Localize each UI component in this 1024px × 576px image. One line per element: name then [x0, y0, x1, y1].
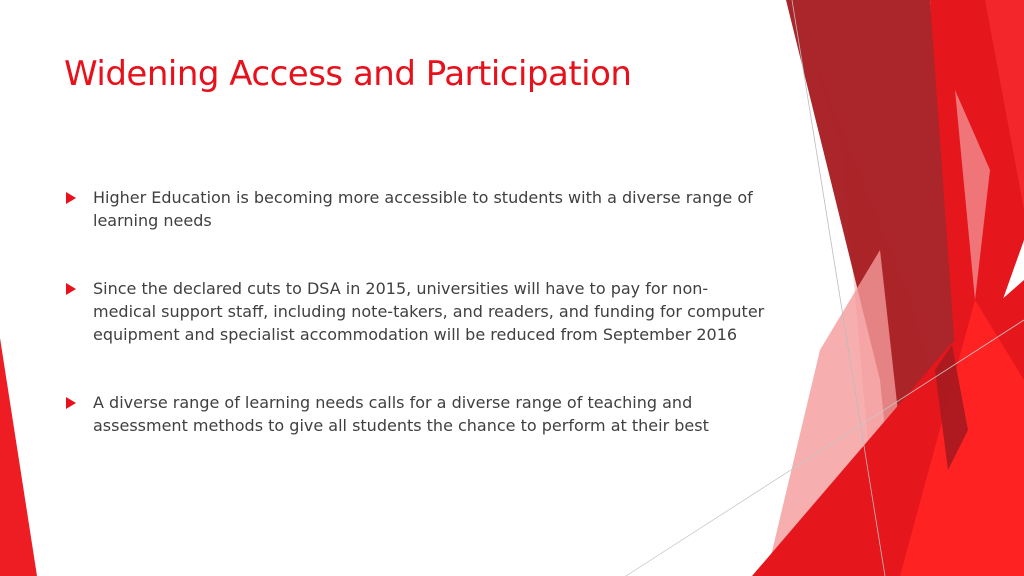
slide-title: Widening Access and Participation: [64, 54, 632, 94]
triangle-bullet-icon: [66, 397, 76, 409]
triangle-bullet-icon: [66, 192, 76, 204]
facet-left-red: [0, 338, 37, 576]
triangle-bullet-icon: [66, 283, 76, 295]
bullet-text: A diverse range of learning needs calls for a diverse range of teaching and assessment methods to give all students the chance to perform at their best: [93, 393, 709, 435]
bullet-list: [66, 186, 766, 437]
bullet-item: [66, 391, 766, 437]
bullet-item: [66, 186, 766, 232]
bullet-text: Since the declared cuts to DSA in 2015, universities will have to pay for non-medical support staff, including note-takers, and readers, and funding for computer equipment and specialist accommodation will be reduced from September 2016: [93, 279, 765, 344]
bullet-item: [66, 277, 766, 346]
bullet-text: Higher Education is becoming more accessible to students with a diverse range of learning needs: [93, 188, 753, 230]
